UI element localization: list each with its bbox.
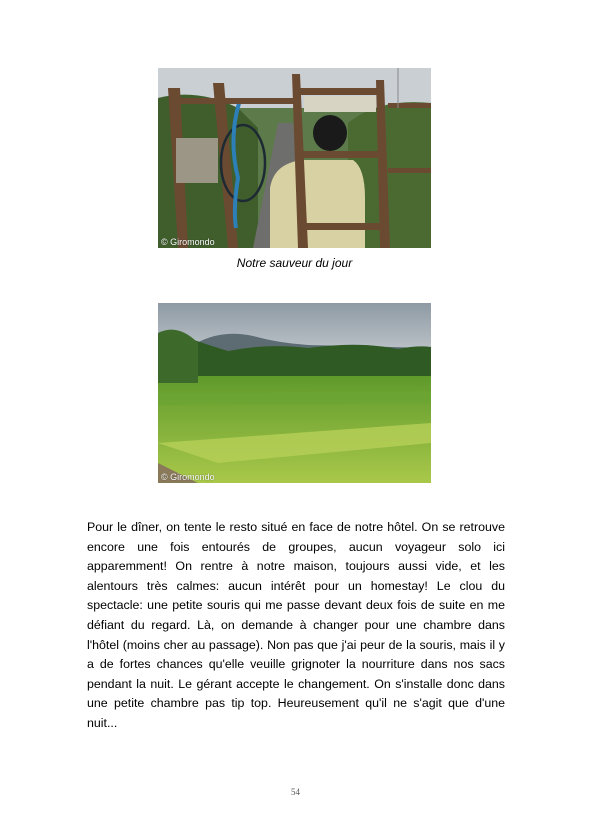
page-number: 54 <box>291 787 300 797</box>
photo-watermark: © Giromondo <box>161 472 215 482</box>
photo-motorbike-illustration <box>158 68 431 248</box>
photo-motorbike-driver <box>158 68 431 248</box>
photo-rice-fields <box>158 303 431 483</box>
body-paragraph: Pour le dîner, on tente le resto situé en face de notre hôtel. On se retrouve encore une fois entourés de groupes, aucun voyageur solo ici apparemment! On rentre à notre maison, toujours aussi vide, et les alentours très calmes: aucun intérêt pour un homestay! Le clou du spectacle: une petite souris qui me passe devant deux fois de suite en me défiant du regard. Là, on demande à changer pour une chambre dans l'hôtel (moins cher au passage). Non pas que j'ai peur de la souris, mais il y a de fortes chances qu'elle veuille grignoter la nourriture dans nos sacs pendant la nuit. Le gérant accepte le changement. On s'installe donc dans une petite chambre pas tip top. Heureusement qu'il ne s'agit que d'une nuit... <box>87 520 505 730</box>
photo-watermark: © Giromondo <box>161 237 215 247</box>
photo-landscape-illustration <box>158 303 431 483</box>
photo-caption: Notre sauveur du jour <box>236 256 353 270</box>
